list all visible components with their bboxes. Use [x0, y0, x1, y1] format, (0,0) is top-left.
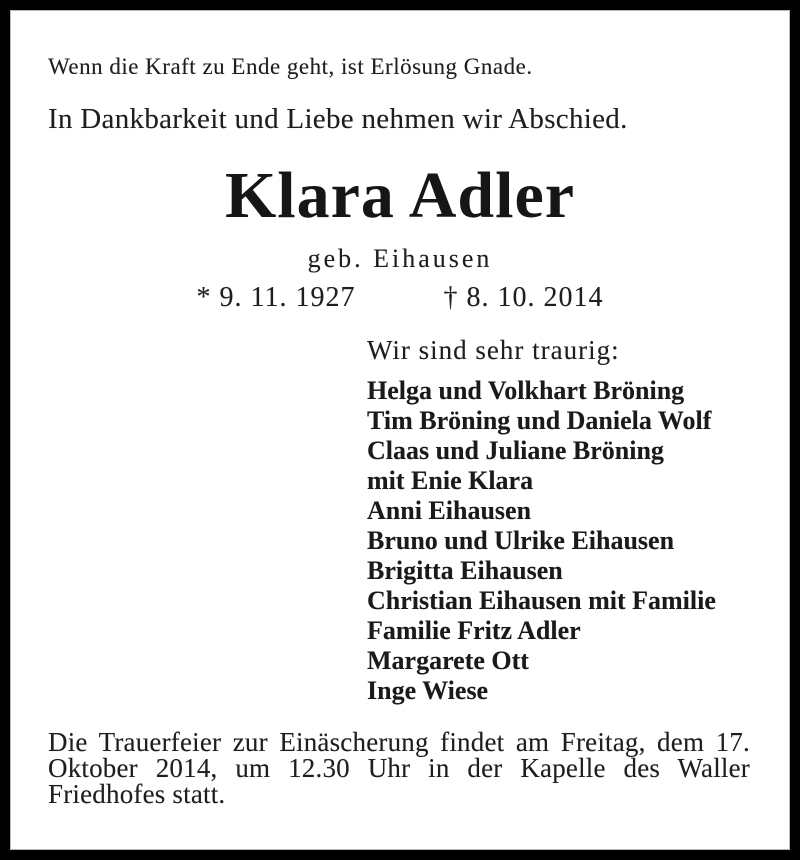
mourner-name: mit Enie Klara — [367, 466, 534, 496]
deceased-header — [11, 159, 789, 315]
life-dates — [11, 281, 789, 315]
mourner-name: Inge Wiese — [367, 676, 489, 706]
funeral-details: Die Trauerfeier zur Einäscherung findet am Freitag, dem 17. Oktober 2014, um 12.30 Uhr in der Kapelle des Waller Friedhofes statt. — [48, 727, 750, 809]
deceased-name: Klara Adler — [224, 159, 576, 232]
notice-frame — [10, 10, 790, 850]
mourner-name: Anni Eihausen — [367, 496, 532, 526]
mourner-name: Claas und Juliane Bröning — [367, 436, 664, 466]
mourners-block — [367, 334, 716, 706]
mourners-intro: Wir sind sehr traurig: — [367, 335, 620, 365]
mourner-name: Tim Bröning und Daniela Wolf — [367, 406, 712, 436]
mourner-name: Christian Eihausen mit Familie — [367, 586, 716, 616]
maiden-name: geb. Eihausen — [307, 244, 493, 273]
mourner-name: Helga und Volkhart Bröning — [367, 376, 685, 406]
epigraph-text: Wenn die Kraft zu Ende geht, ist Erlösung Gnade. — [48, 54, 533, 79]
mourner-name: Familie Fritz Adler — [367, 616, 581, 646]
death-date: † 8. 10. 2014 — [443, 282, 604, 314]
mourner-name: Brigitta Eihausen — [367, 556, 563, 586]
farewell-text: In Dankbarkeit und Liebe nehmen wir Abschied. — [48, 103, 628, 135]
mourners-list — [367, 376, 716, 706]
mourner-name: Bruno und Ulrike Eihausen — [367, 526, 675, 556]
mourner-name: Margarete Ott — [367, 646, 529, 676]
birth-date: * 9. 11. 1927 — [196, 282, 356, 314]
